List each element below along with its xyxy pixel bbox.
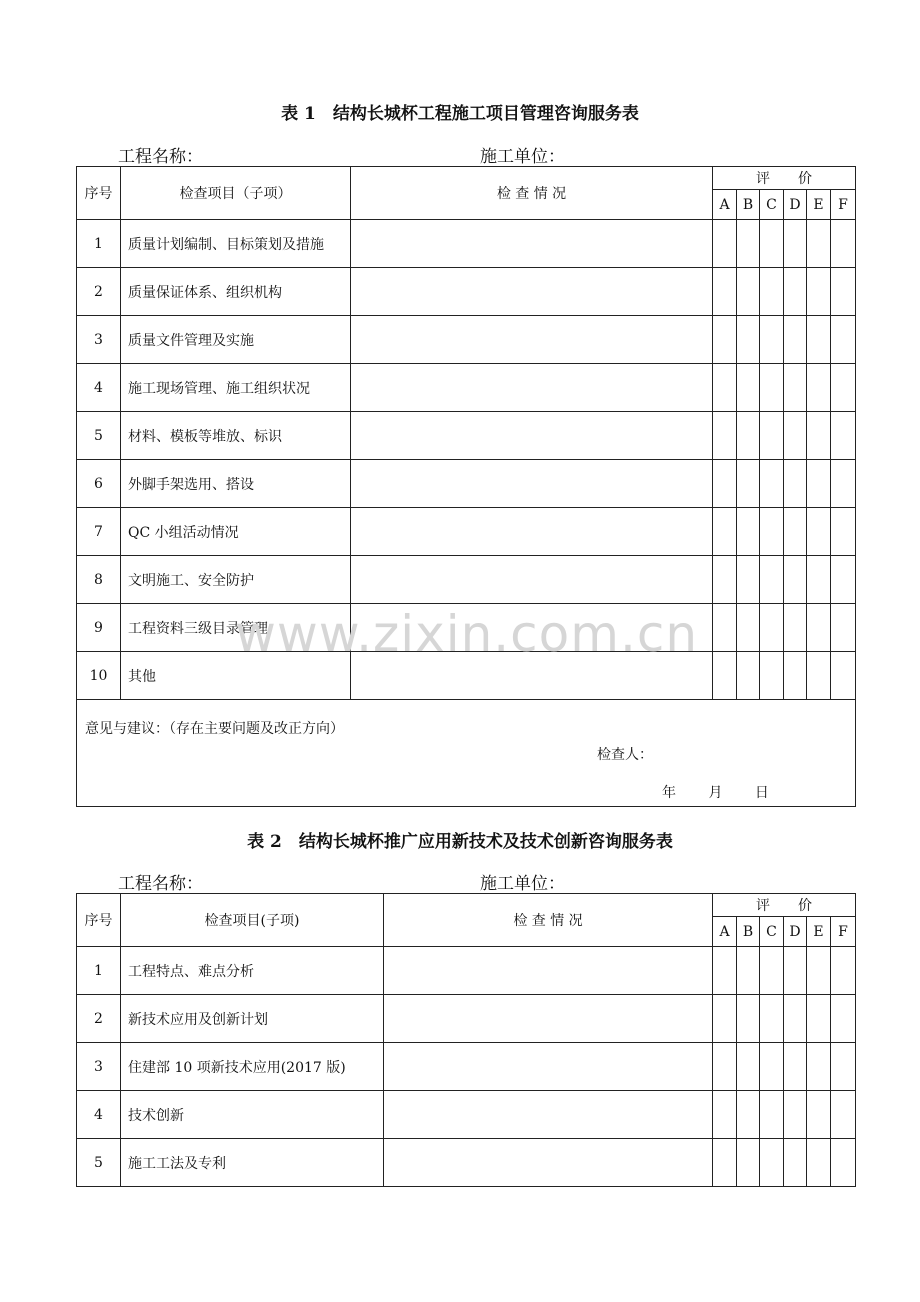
grade-cell[interactable] [737, 220, 760, 268]
grade-cell[interactable] [807, 1139, 831, 1187]
grade-cell[interactable] [807, 1043, 831, 1091]
situation-cell[interactable] [351, 364, 713, 412]
table2-grade-e: E [807, 917, 831, 947]
grade-cell[interactable] [807, 556, 831, 604]
grade-cell[interactable] [713, 1091, 737, 1139]
table-row [77, 316, 856, 364]
situation-cell[interactable] [351, 460, 713, 508]
row-item: 质量保证体系、组织机构 [121, 268, 351, 316]
grade-cell[interactable] [807, 364, 831, 412]
table-row [77, 220, 856, 268]
situation-cell[interactable] [384, 1139, 713, 1187]
grade-cell[interactable] [784, 412, 807, 460]
table2-grade-b: B [737, 917, 760, 947]
table1-grade-b: B [737, 190, 760, 220]
grade-cell[interactable] [713, 220, 737, 268]
grade-cell[interactable] [784, 220, 807, 268]
row-item: 质量文件管理及实施 [121, 316, 351, 364]
table2-grade-f: F [831, 917, 856, 947]
grade-cell[interactable] [713, 556, 737, 604]
grade-cell[interactable] [760, 508, 784, 556]
grade-cell[interactable] [737, 460, 760, 508]
row-number: 9 [77, 604, 121, 652]
situation-cell[interactable] [351, 220, 713, 268]
grade-cell[interactable] [784, 556, 807, 604]
table-row [77, 995, 856, 1043]
table2-grade-a: A [713, 917, 737, 947]
row-number: 1 [77, 947, 121, 995]
grade-cell[interactable] [831, 1139, 856, 1187]
grade-cell[interactable] [831, 412, 856, 460]
grade-cell[interactable] [713, 995, 737, 1043]
grade-cell[interactable] [784, 1091, 807, 1139]
table1-grade-e: E [807, 190, 831, 220]
grade-cell[interactable] [807, 947, 831, 995]
grade-cell[interactable] [737, 268, 760, 316]
grade-cell[interactable] [737, 316, 760, 364]
grade-cell[interactable] [784, 508, 807, 556]
grade-cell[interactable] [713, 652, 737, 700]
table-row [77, 1091, 856, 1139]
grade-cell[interactable] [713, 268, 737, 316]
table1-construction-unit-label: 施工单位： [480, 147, 565, 167]
grade-cell[interactable] [784, 652, 807, 700]
grade-cell[interactable] [760, 652, 784, 700]
table1 [76, 166, 856, 807]
grade-cell[interactable] [831, 995, 856, 1043]
grade-cell[interactable] [807, 995, 831, 1043]
grade-cell[interactable] [737, 947, 760, 995]
table-row [77, 947, 856, 995]
grade-cell[interactable] [831, 947, 856, 995]
grade-cell[interactable] [760, 1091, 784, 1139]
grade-cell[interactable] [784, 1139, 807, 1187]
row-item: 质量计划编制、目标策划及措施 [121, 220, 351, 268]
table-row [77, 1139, 856, 1187]
situation-cell[interactable] [351, 316, 713, 364]
row-number: 5 [77, 1139, 121, 1187]
grade-cell[interactable] [760, 412, 784, 460]
situation-cell[interactable] [351, 508, 713, 556]
row-number: 4 [77, 364, 121, 412]
situation-cell[interactable] [351, 268, 713, 316]
row-item: 施工工法及专利 [121, 1139, 384, 1187]
table2-header-rating: 评 价 [713, 894, 856, 917]
grade-cell[interactable] [831, 460, 856, 508]
grade-cell[interactable] [713, 460, 737, 508]
table1-title: 表 1 结构长城杯工程施工项目管理咨询服务表 [281, 104, 639, 124]
row-item: 外脚手架选用、搭设 [121, 460, 351, 508]
grade-cell[interactable] [760, 220, 784, 268]
grade-cell[interactable] [737, 556, 760, 604]
grade-cell[interactable] [760, 1139, 784, 1187]
grade-cell[interactable] [737, 995, 760, 1043]
table-row [77, 508, 856, 556]
row-item: 施工现场管理、施工组织状况 [121, 364, 351, 412]
grade-cell[interactable] [807, 508, 831, 556]
table2 [76, 893, 856, 1187]
table2-header-seq: 序号 [77, 894, 121, 947]
grade-cell[interactable] [784, 364, 807, 412]
grade-cell[interactable] [737, 364, 760, 412]
grade-cell[interactable] [737, 1139, 760, 1187]
grade-cell[interactable] [784, 1043, 807, 1091]
grade-cell[interactable] [831, 268, 856, 316]
grade-cell[interactable] [737, 412, 760, 460]
situation-cell[interactable] [384, 1043, 713, 1091]
grade-cell[interactable] [713, 508, 737, 556]
situation-cell[interactable] [351, 652, 713, 700]
table-row [77, 604, 856, 652]
table-row [77, 364, 856, 412]
table1-grade-d: D [784, 190, 807, 220]
grade-cell[interactable] [784, 268, 807, 316]
grade-cell[interactable] [737, 652, 760, 700]
grade-cell[interactable] [807, 604, 831, 652]
grade-cell[interactable] [760, 604, 784, 652]
grade-cell[interactable] [784, 316, 807, 364]
row-number: 3 [77, 316, 121, 364]
grade-cell[interactable] [807, 316, 831, 364]
row-item: 材料、模板等堆放、标识 [121, 412, 351, 460]
grade-cell[interactable] [713, 412, 737, 460]
table1-grade-f: F [831, 190, 856, 220]
table1-header-item: 检查项目（子项） [121, 167, 351, 220]
row-number: 7 [77, 508, 121, 556]
table1-header-rating: 评 价 [713, 167, 856, 190]
situation-cell[interactable] [384, 1091, 713, 1139]
grade-cell[interactable] [784, 947, 807, 995]
grade-cell[interactable] [807, 652, 831, 700]
watermark: www.zixin.com.cn [235, 605, 699, 663]
table-row [77, 1043, 856, 1091]
grade-cell[interactable] [737, 1091, 760, 1139]
table1-grade-a: A [713, 190, 737, 220]
row-number: 2 [77, 268, 121, 316]
grade-cell[interactable] [713, 364, 737, 412]
row-item: 工程资料三级目录管理 [121, 604, 351, 652]
situation-cell[interactable] [384, 947, 713, 995]
remarks-section[interactable] [77, 700, 856, 807]
grade-cell[interactable] [784, 995, 807, 1043]
table2-construction-unit-label: 施工单位： [480, 874, 565, 894]
grade-cell[interactable] [713, 947, 737, 995]
grade-cell[interactable] [784, 604, 807, 652]
table-row [77, 652, 856, 700]
row-number: 1 [77, 220, 121, 268]
situation-cell[interactable] [351, 556, 713, 604]
row-number: 8 [77, 556, 121, 604]
grade-cell[interactable] [760, 995, 784, 1043]
grade-cell[interactable] [831, 556, 856, 604]
grade-cell[interactable] [807, 412, 831, 460]
situation-cell[interactable] [384, 995, 713, 1043]
table2-grade-d: D [784, 917, 807, 947]
table-row [77, 412, 856, 460]
grade-cell[interactable] [831, 1043, 856, 1091]
row-number: 10 [77, 652, 121, 700]
row-item: 文明施工、安全防护 [121, 556, 351, 604]
row-item: 新技术应用及创新计划 [121, 995, 384, 1043]
table2-project-name-label: 工程名称： [118, 874, 203, 894]
row-number: 3 [77, 1043, 121, 1091]
grade-cell[interactable] [831, 604, 856, 652]
grade-cell[interactable] [831, 220, 856, 268]
row-number: 4 [77, 1091, 121, 1139]
grade-cell[interactable] [784, 460, 807, 508]
table2-title: 表 2 结构长城杯推广应用新技术及技术创新咨询服务表 [247, 832, 673, 852]
table2-grade-c: C [760, 917, 784, 947]
grade-cell[interactable] [831, 364, 856, 412]
grade-cell[interactable] [760, 947, 784, 995]
grade-cell[interactable] [760, 316, 784, 364]
table2-header-item: 检查项目(子项) [121, 894, 384, 947]
grade-cell[interactable] [831, 316, 856, 364]
remarks-label: 意见与建议：（存在主要问题及改正方向） [85, 721, 344, 737]
table1-header-situation: 检 查 情 况 [351, 167, 713, 220]
situation-cell[interactable] [351, 412, 713, 460]
table-row [77, 556, 856, 604]
row-number: 5 [77, 412, 121, 460]
table1-project-name-label: 工程名称： [118, 147, 203, 167]
grade-cell[interactable] [737, 1043, 760, 1091]
row-item: QC 小组活动情况 [121, 508, 351, 556]
grade-cell[interactable] [713, 1139, 737, 1187]
row-item: 技术创新 [121, 1091, 384, 1139]
grade-cell[interactable] [737, 604, 760, 652]
grade-cell[interactable] [760, 1043, 784, 1091]
date-label: 年 月 日 [662, 785, 769, 801]
grade-cell[interactable] [807, 1091, 831, 1139]
table-row [77, 268, 856, 316]
grade-cell[interactable] [831, 652, 856, 700]
grade-cell[interactable] [760, 556, 784, 604]
grade-cell[interactable] [807, 220, 831, 268]
inspector-label: 检查人： [597, 747, 653, 763]
grade-cell[interactable] [760, 364, 784, 412]
grade-cell[interactable] [713, 604, 737, 652]
row-item: 其他 [121, 652, 351, 700]
grade-cell[interactable] [760, 268, 784, 316]
table2-header-situation: 检 查 情 况 [384, 894, 713, 947]
grade-cell[interactable] [807, 268, 831, 316]
grade-cell[interactable] [807, 460, 831, 508]
grade-cell[interactable] [713, 316, 737, 364]
table-row [77, 460, 856, 508]
row-number: 2 [77, 995, 121, 1043]
table1-grade-c: C [760, 190, 784, 220]
grade-cell[interactable] [760, 460, 784, 508]
grade-cell[interactable] [831, 508, 856, 556]
row-item: 工程特点、难点分析 [121, 947, 384, 995]
row-item: 住建部 10 项新技术应用(2017 版) [121, 1043, 384, 1091]
situation-cell[interactable] [351, 604, 713, 652]
grade-cell[interactable] [713, 1043, 737, 1091]
row-number: 6 [77, 460, 121, 508]
grade-cell[interactable] [737, 508, 760, 556]
grade-cell[interactable] [831, 1091, 856, 1139]
table1-header-seq: 序号 [77, 167, 121, 220]
